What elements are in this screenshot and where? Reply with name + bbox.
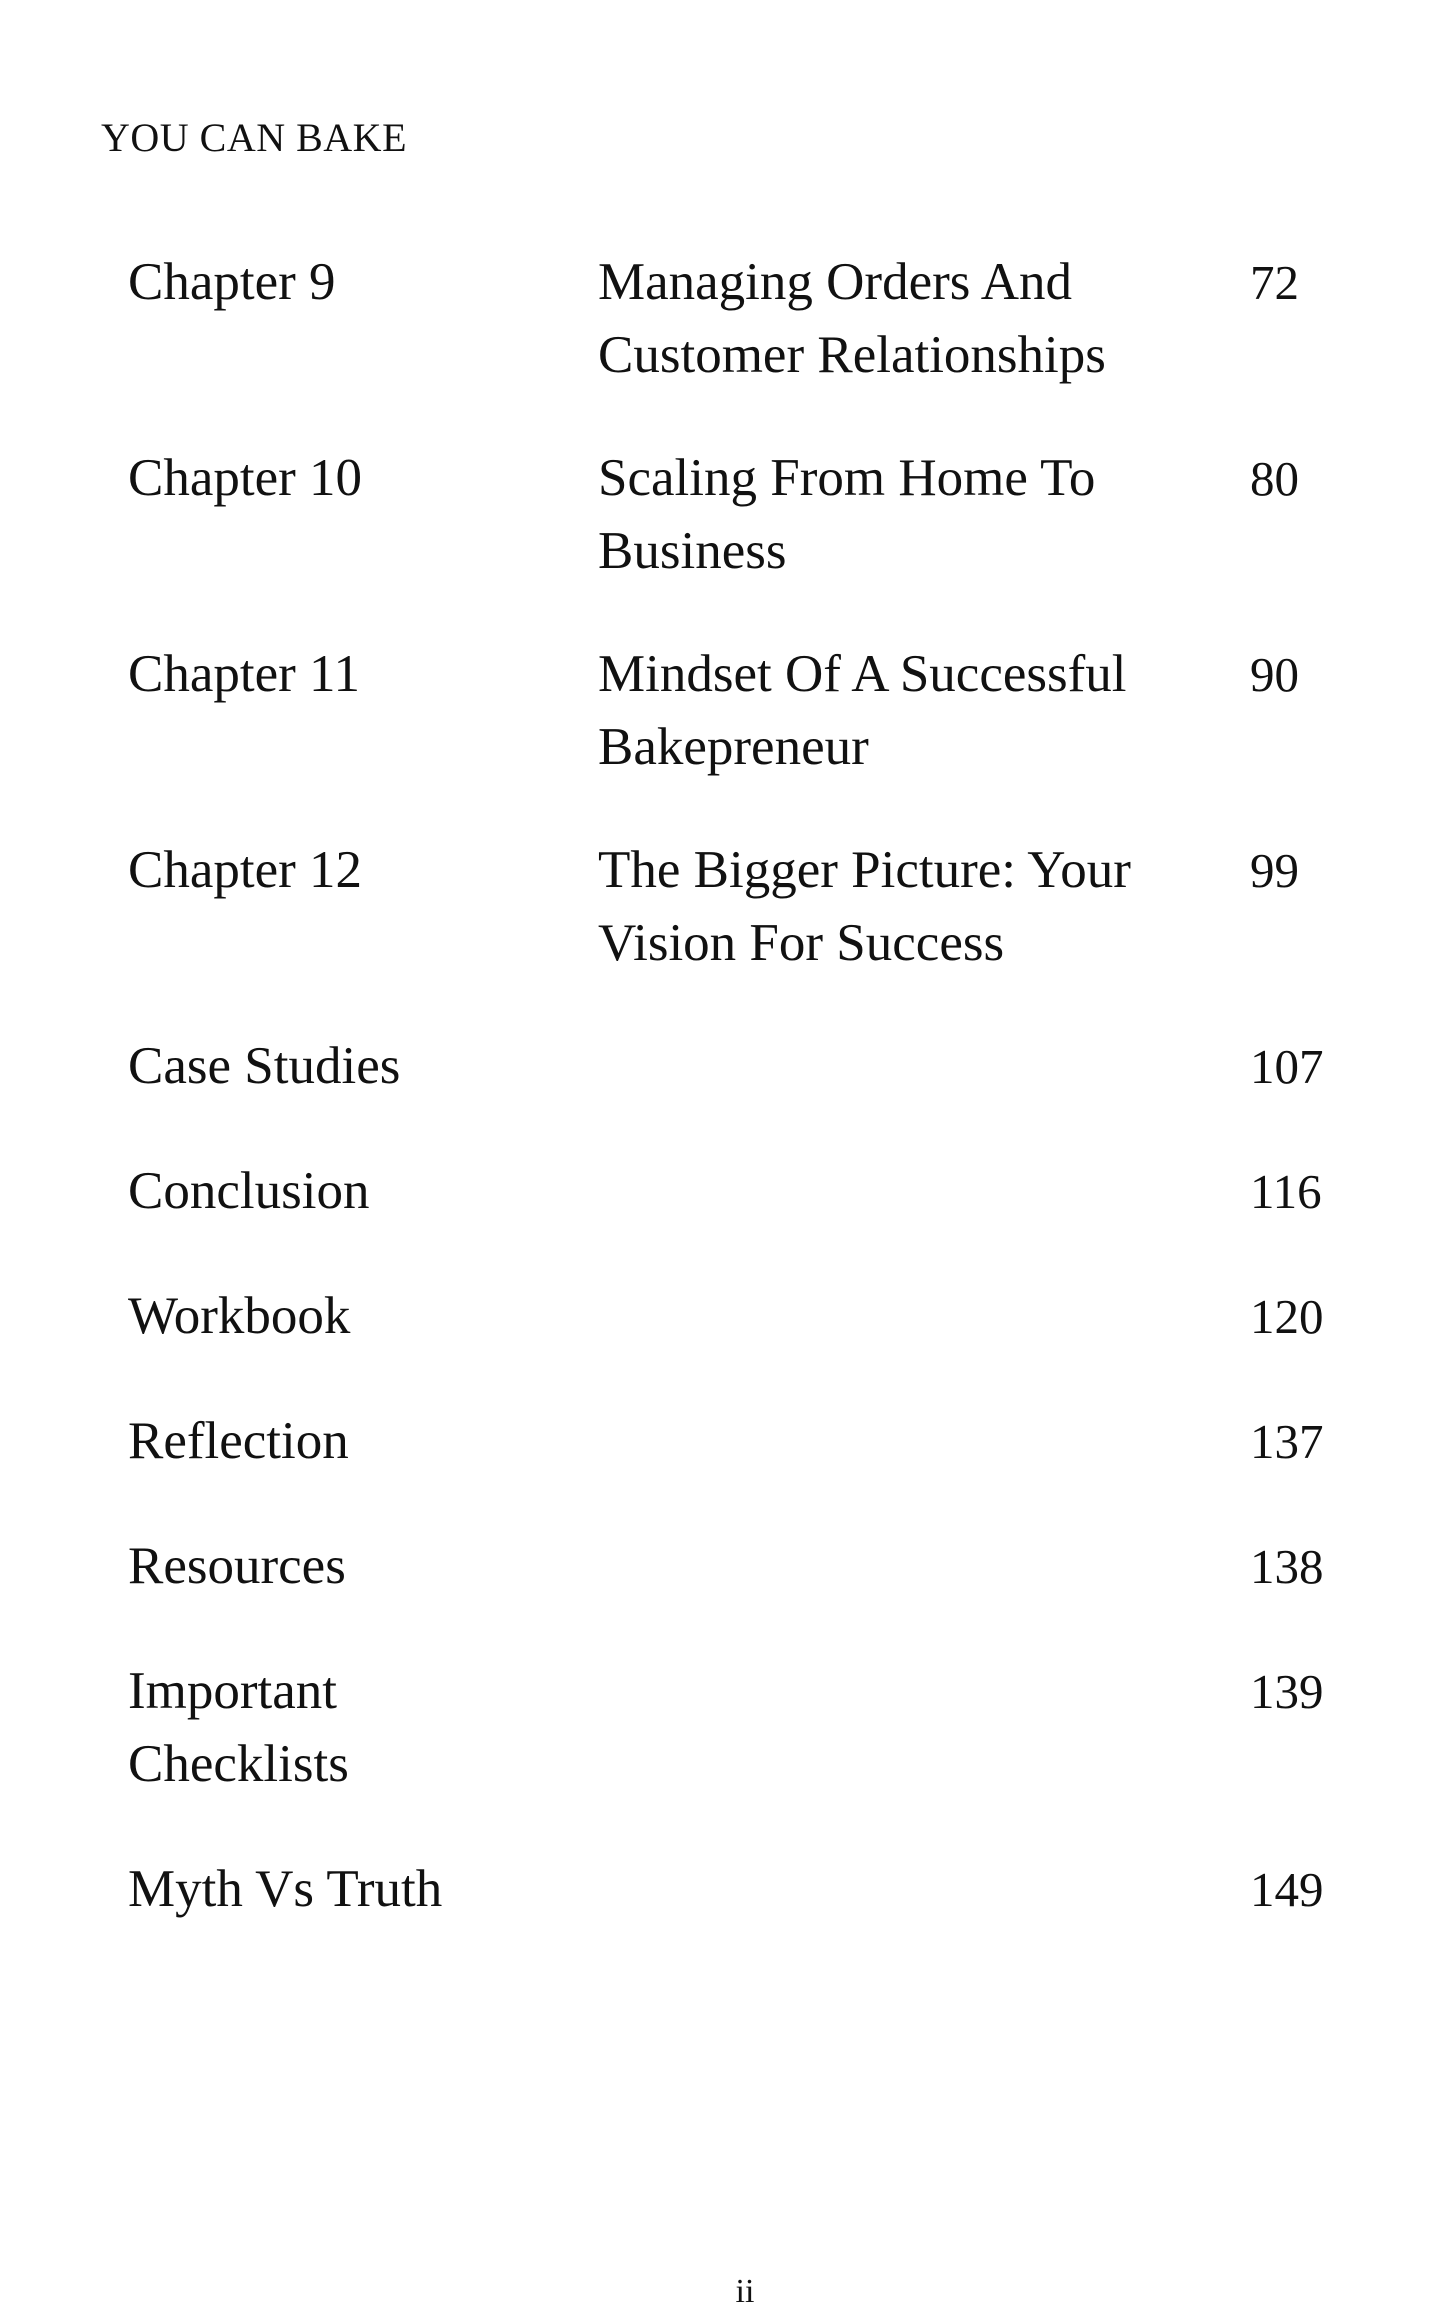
page-number: ii bbox=[735, 2273, 755, 2310]
toc-entry-myth-vs-truth[interactable] bbox=[128, 1853, 1348, 1926]
section-label: Reflection bbox=[128, 1412, 349, 1470]
section-page-number: 139 bbox=[1250, 1664, 1324, 1719]
chapter-page-number: 80 bbox=[1250, 451, 1299, 506]
section-page-number: 120 bbox=[1250, 1289, 1324, 1344]
chapter-label: Chapter 9 bbox=[128, 253, 336, 311]
toc-entry-reflection[interactable] bbox=[128, 1405, 1348, 1478]
chapter-title: The Bigger Picture: Your Vision For Success bbox=[598, 841, 1131, 972]
section-label: Important Checklists bbox=[128, 1662, 349, 1793]
toc-entry-chapter-10[interactable] bbox=[128, 442, 1348, 588]
running-header: YOU CAN BAKE bbox=[101, 115, 407, 160]
section-page-number: 107 bbox=[1250, 1039, 1324, 1094]
section-label: Myth Vs Truth bbox=[128, 1860, 443, 1918]
chapter-title: Mindset Of A Successful Bakepreneur bbox=[598, 645, 1127, 776]
toc-entry-workbook[interactable] bbox=[128, 1280, 1348, 1353]
chapter-page-number: 99 bbox=[1250, 843, 1299, 898]
section-page-number: 116 bbox=[1250, 1164, 1322, 1219]
chapter-label: Chapter 12 bbox=[128, 841, 363, 899]
chapter-label: Chapter 11 bbox=[128, 645, 361, 703]
chapter-title: Scaling From Home To Business bbox=[598, 449, 1096, 580]
toc-entry-important-checklists[interactable] bbox=[128, 1655, 1348, 1801]
section-label: Workbook bbox=[128, 1287, 351, 1345]
chapter-title: Managing Orders And Customer Relationships bbox=[598, 253, 1106, 384]
toc-entry-chapter-9[interactable] bbox=[128, 246, 1348, 392]
section-label: Resources bbox=[128, 1537, 346, 1595]
chapter-page-number: 90 bbox=[1250, 647, 1299, 702]
toc-entry-chapter-11[interactable] bbox=[128, 638, 1348, 784]
chapter-page-number: 72 bbox=[1250, 255, 1299, 310]
toc-entry-resources[interactable] bbox=[128, 1530, 1348, 1603]
table-of-contents bbox=[128, 246, 1348, 1926]
section-page-number: 149 bbox=[1250, 1862, 1324, 1917]
section-page-number: 137 bbox=[1250, 1414, 1324, 1469]
toc-entry-chapter-12[interactable] bbox=[128, 834, 1348, 980]
chapter-label: Chapter 10 bbox=[128, 449, 363, 507]
section-label: Conclusion bbox=[128, 1162, 370, 1220]
toc-entry-case-studies[interactable] bbox=[128, 1030, 1348, 1103]
toc-entry-conclusion[interactable] bbox=[128, 1155, 1348, 1228]
section-label: Case Studies bbox=[128, 1037, 401, 1095]
section-page-number: 138 bbox=[1250, 1539, 1324, 1594]
